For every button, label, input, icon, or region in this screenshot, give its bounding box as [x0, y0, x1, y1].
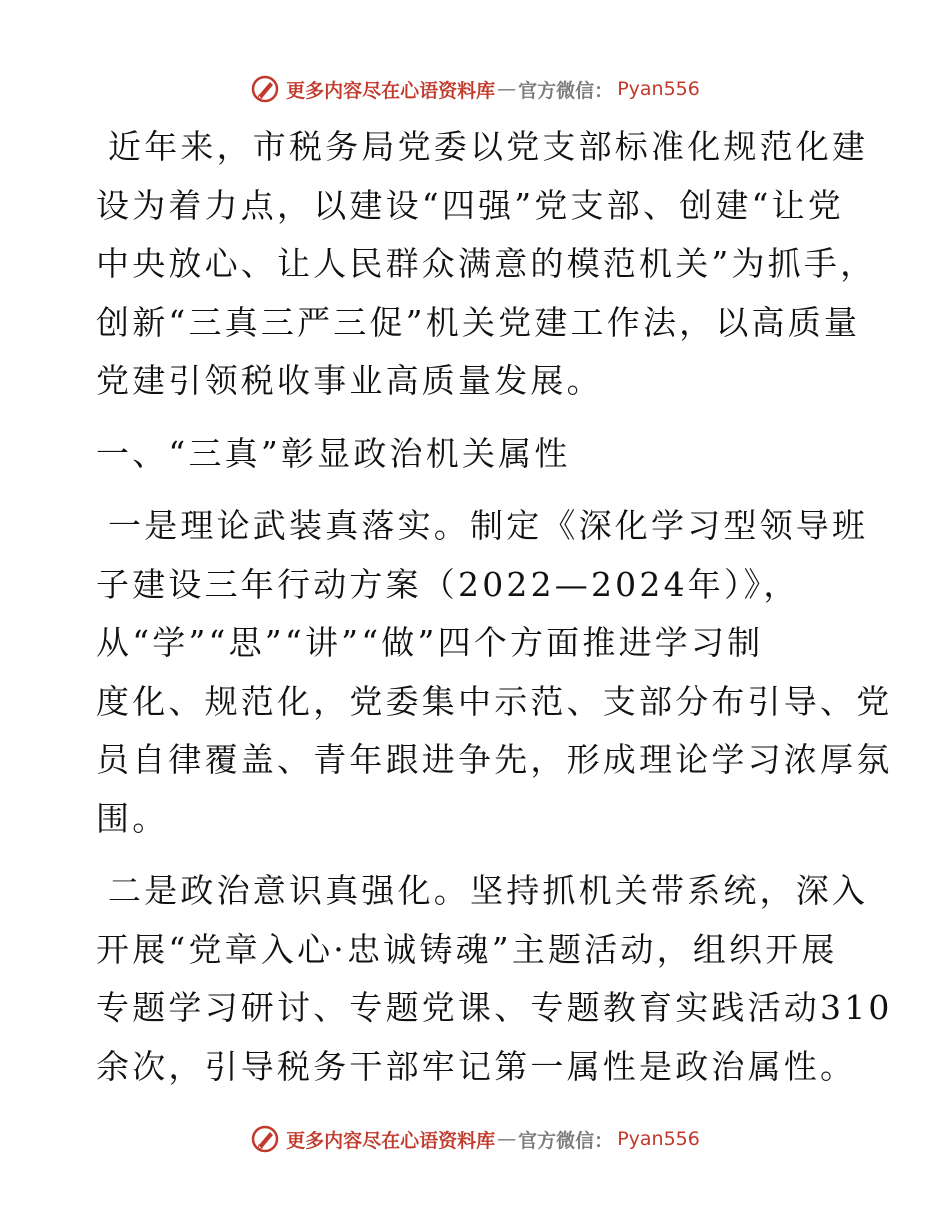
text-line: 从“学”“思”“讲”“做”四个方面推进学习制 [96, 623, 764, 662]
text-line: 近年来，市税务局党委以党支部标准化规范化建 [108, 127, 869, 166]
watermark-text: 更多内容尽在心语资料库 [286, 79, 496, 102]
intro-paragraph [96, 118, 877, 411]
watermark-contact-label: 官方微信： [518, 79, 614, 102]
watermark-dash: — [497, 78, 517, 100]
text-line: 创新“三真三严三促”机关党建工作法，以高质量 [96, 302, 861, 342]
text-line: 党建引领税收事业高质量发展。 [96, 361, 603, 400]
watermark-contact-id: Pyan556 [617, 1128, 700, 1150]
watermark-text: 更多内容尽在心语资料库 [286, 1129, 496, 1152]
watermark-dash: — [497, 1128, 517, 1150]
text-line: 员自律覆盖、青年跟进争先，形成理论学习浓厚氛 [96, 740, 893, 779]
text-line: 中央放心、让人民群众满意的模范机关”为抓手， [96, 244, 877, 283]
document-body [96, 118, 893, 1110]
watermark-footer [0, 1124, 950, 1154]
pen-logo-icon [250, 74, 280, 104]
pen-logo-icon [250, 1124, 280, 1154]
text-line: 二是政治意识真强化。坚持抓机关带系统，深入 [108, 871, 869, 910]
text-line: 一、“三真”彰显政治机关属性 [96, 433, 571, 473]
text-line: 余次，引导税务干部牢记第一属性是政治属性。 [96, 1046, 857, 1086]
text-line: 围。 [96, 798, 169, 838]
point-2-paragraph [96, 862, 893, 1096]
watermark-header [0, 74, 950, 104]
text-line: 设为着力点，以建设“四强”党支部、创建“让党 [96, 185, 845, 225]
watermark-contact-label: 官方微信： [518, 1129, 614, 1152]
text-line: 度化、规范化，党委集中示范、支部分布引导、党 [96, 681, 893, 721]
watermark-contact-id: Pyan556 [617, 78, 700, 100]
text-line: 一是理论武装真落实。制定《深化学习型领导班 [108, 506, 869, 545]
section-heading [96, 425, 856, 484]
text-line: 开展“党章入心·忠诚铸魂”主题活动，组织开展 [96, 929, 838, 969]
text-line: 专题学习研讨、专题党课、专题教育实践活动310 [96, 988, 893, 1027]
text-line: 子建设三年行动方案（2022—2024年）》， [96, 564, 800, 604]
point-1-paragraph [96, 497, 893, 848]
